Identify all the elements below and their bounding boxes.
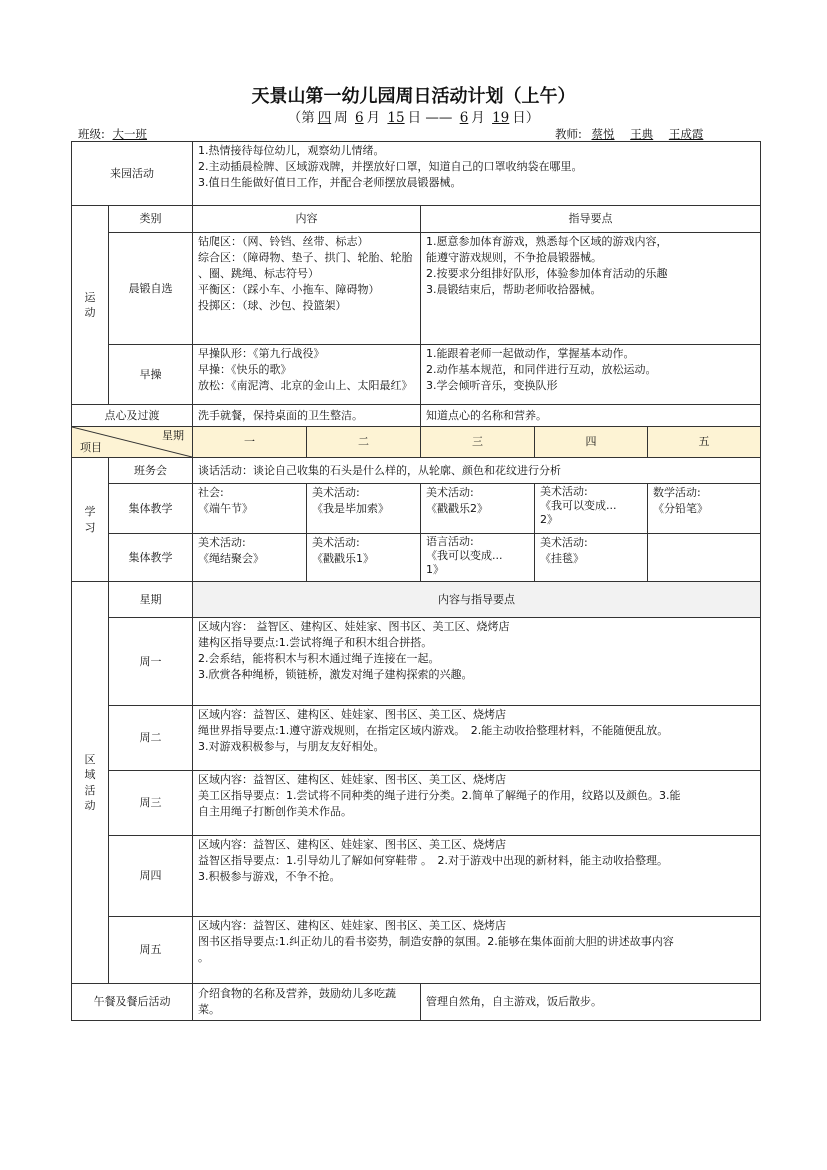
content-line: 平衡区：（踩小车、小拖车、障碍物） xyxy=(198,282,380,296)
guide-line: 1.愿意参加体育游戏，熟悉每个区域的游戏内容， xyxy=(426,235,668,248)
area-label-char: 活 xyxy=(84,783,96,797)
activity-title: 《我可以变成... xyxy=(540,498,617,512)
area-line: 区域内容：益智区、建构区、娃娃家、图书区、美工区、烧烤店 xyxy=(198,708,506,721)
teacher-name: 王成霞 xyxy=(668,127,704,141)
sport-label xyxy=(72,206,109,405)
morning-drill-label: 早操 xyxy=(109,345,193,405)
morning-drill-guide xyxy=(421,345,761,405)
sport-col-guide: 指导要点 xyxy=(421,206,761,233)
teaching-cell xyxy=(648,484,761,534)
area-line: 。 xyxy=(198,950,209,964)
content-line: 投掷区：（球、沙包、投篮架） xyxy=(198,298,347,312)
area-line: 图书区指导要点:1.纠正幼儿的看书姿势，制造安静的氛围。2.能够在集体面前大胆的讲述故事内容 xyxy=(198,934,674,948)
area-col-day: 星期 xyxy=(109,582,193,618)
area-day-row xyxy=(72,917,761,984)
day-header: 四 xyxy=(535,427,648,458)
area-col-content: 内容与指导要点 xyxy=(193,582,761,618)
guide-line: 2.按要求分组排好队形，体验参加体育活动的乐趣 xyxy=(426,266,668,280)
week-header-row xyxy=(72,427,761,458)
guide-line: 3.学会倾听音乐，变换队形 xyxy=(426,378,558,392)
guide-line: 1.能跟着老师一起做动作，掌握基本动作。 xyxy=(426,347,635,360)
arrival-content xyxy=(193,142,761,206)
from-day: 15 xyxy=(387,110,405,126)
month-word-2: 月 xyxy=(471,110,485,126)
content-line: 综合区：（障碍物、垫子、拱门、轮胎、轮胎 xyxy=(198,250,413,264)
activity-type: 美术活动: xyxy=(198,536,246,549)
activity-title: 《端午节》 xyxy=(198,501,253,515)
area-line: 自主用绳子打断创作美术作品。 xyxy=(198,804,352,818)
activity-type: 社会: xyxy=(198,486,224,499)
activity-title-cont: 1》 xyxy=(426,562,444,576)
class-meeting-label: 班务会 xyxy=(109,458,193,484)
from-month: 6 xyxy=(355,110,364,126)
area-line: 3.欣赏各种绳桥，锁链桥，激发对绳子建构探索的兴趣。 xyxy=(198,667,473,681)
week-word: 周 xyxy=(334,110,348,126)
area-line: 区域内容： 益智区、建构区、娃娃家、图书区、美工区、烧烤店 xyxy=(198,620,510,633)
teacher-name: 王典 xyxy=(630,127,654,141)
teaching-label: 集体教学 xyxy=(109,534,193,582)
area-day-row xyxy=(72,771,761,836)
snack-guide: 知道点心的名称和营养。 xyxy=(421,405,761,427)
activity-type: 美术活动: xyxy=(540,485,588,498)
day-word-1: 日 —— xyxy=(407,110,453,126)
teaching-row xyxy=(72,484,761,534)
class-value: 大一班 xyxy=(112,127,148,141)
corner-bottom-label: 项目 xyxy=(80,441,102,455)
guide-line: 2.动作基本规范，和同伴进行互动，放松运动。 xyxy=(426,362,657,376)
teaching-cell xyxy=(535,534,648,582)
snack-content: 洗手就餐，保持桌面的卫生整洁。 xyxy=(193,405,421,427)
day-header: 五 xyxy=(648,427,761,458)
area-day-row xyxy=(72,836,761,917)
content-line: 、圈、跳绳、标志符号） xyxy=(198,266,319,280)
morning-exercise-content xyxy=(193,233,421,345)
teaching-cell xyxy=(421,534,535,582)
sport-col-type: 类别 xyxy=(109,206,193,233)
area-line: 3.对游戏积极参与，与朋友友好相处。 xyxy=(198,739,385,753)
area-day-label: 周二 xyxy=(109,706,193,771)
area-line: 建构区指导要点:1.尝试将绳子和积木组合拼搭。 xyxy=(198,635,433,649)
sport-header-row xyxy=(72,206,761,233)
study-label-char: 学 xyxy=(84,505,96,519)
day-header: 一 xyxy=(193,427,307,458)
activity-title: 《戳戳乐2》 xyxy=(426,501,488,515)
lunch-content: 介绍食物的名称及营养，鼓励幼儿多吃蔬菜。 xyxy=(193,984,421,1021)
activity-type: 美术活动: xyxy=(540,536,588,549)
class-label: 班级: xyxy=(78,127,105,141)
teaching-cell xyxy=(307,534,421,582)
activity-title: 《戳戳乐1》 xyxy=(312,551,374,565)
lunch-row xyxy=(72,984,761,1021)
guide-line: 3.晨锻结束后，帮助老师收拾器械。 xyxy=(426,282,602,296)
class-info xyxy=(78,126,167,142)
teaching-cell xyxy=(535,484,648,534)
area-line: 益智区指导要点：1.引导幼儿了解如何穿鞋带 。 2.对于游戏中出现的新材料，能主动收拾整理。 xyxy=(198,853,668,867)
content-line: 早操队形：《第九行战役》 xyxy=(198,347,325,360)
morning-exercise-row xyxy=(72,233,761,345)
snack-row xyxy=(72,405,761,427)
teaching-cell xyxy=(421,484,535,534)
day-header: 二 xyxy=(307,427,421,458)
week-range xyxy=(0,106,827,126)
area-line: 美工区指导要点：1.尝试将不同种类的绳子进行分类。2.简单了解绳子的作用，纹路以及颜色。3.能 xyxy=(198,788,681,802)
corner-top-label: 星期 xyxy=(162,429,184,442)
class-meeting-row xyxy=(72,458,761,484)
morning-drill-row xyxy=(72,345,761,405)
morning-exercise-guide xyxy=(421,233,761,345)
week-number: 四 xyxy=(317,110,332,126)
activity-title: 《绳结聚会》 xyxy=(198,551,264,565)
area-day-content xyxy=(193,771,761,836)
activity-type: 数学活动: xyxy=(653,486,701,499)
area-day-row xyxy=(72,706,761,771)
activity-title-cont: 2》 xyxy=(540,512,558,526)
activity-type: 美术活动: xyxy=(426,486,474,499)
teacher-info xyxy=(555,126,709,142)
area-line: 绳世界指导要点:1.遵守游戏规则，在指定区域内游戏。 2.能主动收拾整理材料，不能随便乱放。 xyxy=(198,723,669,737)
subtitle-open: （第 xyxy=(287,110,315,126)
page-title: 天景山第一幼儿园周日活动计划（上午） xyxy=(251,86,576,107)
content-line: 钻爬区：（网、铃铛、丝带、标志） xyxy=(198,235,369,248)
teaching-cell-empty xyxy=(648,534,761,582)
study-label-char: 习 xyxy=(84,520,96,534)
area-label-char: 动 xyxy=(84,798,96,812)
area-header-row xyxy=(72,582,761,618)
sport-label-char: 运 xyxy=(84,290,96,304)
morning-drill-content xyxy=(193,345,421,405)
area-day-content xyxy=(193,618,761,706)
teaching-label: 集体教学 xyxy=(109,484,193,534)
area-day-label: 周一 xyxy=(109,618,193,706)
activity-title: 《我是毕加索》 xyxy=(312,501,389,515)
content-line: 早操：《快乐的歌》 xyxy=(198,362,292,376)
lunch-label: 午餐及餐后活动 xyxy=(72,984,193,1021)
activity-title: 《分铅笔》 xyxy=(653,501,708,515)
area-day-row xyxy=(72,618,761,706)
teaching-cell xyxy=(193,534,307,582)
area-line: 2.会系结，能将积木与积木通过绳子连接在一起。 xyxy=(198,651,440,665)
arrival-label: 来园活动 xyxy=(72,142,193,206)
area-line: 区域内容：益智区、建构区、娃娃家、图书区、美工区、烧烤店 xyxy=(198,838,506,851)
teaching-cell xyxy=(307,484,421,534)
teacher-label: 教师: xyxy=(555,127,582,141)
area-label-char: 域 xyxy=(84,768,96,782)
area-line: 区域内容：益智区、建构区、娃娃家、图书区、美工区、烧烤店 xyxy=(198,773,506,786)
area-label-char: 区 xyxy=(84,752,96,766)
morning-exercise-label: 晨锻自选 xyxy=(109,233,193,345)
teaching-row xyxy=(72,534,761,582)
area-day-content xyxy=(193,706,761,771)
sport-label-char: 动 xyxy=(84,306,96,319)
area-day-content xyxy=(193,917,761,984)
area-line: 3.积极参与游戏，不争不抢。 xyxy=(198,869,341,883)
area-day-label: 周五 xyxy=(109,917,193,984)
month-word-1: 月 xyxy=(366,110,381,126)
lunch-guide: 管理自然角，自主游戏，饭后散步。 xyxy=(421,984,761,1021)
teaching-cell xyxy=(193,484,307,534)
activity-title: 《我可以变成... xyxy=(426,548,503,562)
to-day: 19 xyxy=(492,110,510,126)
class-meeting-content: 谈话活动：谈论自己收集的石头是什么样的，从轮廓、颜色和花纹进行分析 xyxy=(193,458,761,484)
snack-label: 点心及过渡 xyxy=(72,405,193,427)
week-header-corner xyxy=(72,427,193,458)
study-label xyxy=(72,458,109,582)
content-line: 放松：《南泥湾、北京的金山上、太阳最红》 xyxy=(198,378,413,392)
area-day-label: 周三 xyxy=(109,771,193,836)
arrival-item: 2.主动插晨检牌、区域游戏牌，并摆放好口罩，知道自己的口罩收纳袋在哪里。 xyxy=(198,159,583,173)
area-label xyxy=(72,582,109,984)
to-month: 6 xyxy=(459,110,469,126)
sport-col-content: 内容 xyxy=(193,206,421,233)
activity-type: 语言活动: xyxy=(426,535,474,548)
plan-table xyxy=(71,141,760,1021)
teacher-name: 蔡悦 xyxy=(591,127,615,141)
arrival-item: 3.值日生能做好值日工作，并配合老师摆放晨锻器械。 xyxy=(198,175,462,189)
area-day-content xyxy=(193,836,761,917)
day-header: 三 xyxy=(421,427,535,458)
guide-line: 能遵守游戏规则，不争抢晨锻器械。 xyxy=(426,250,602,264)
area-day-label: 周四 xyxy=(109,836,193,917)
day-word-2: 日） xyxy=(512,110,540,126)
area-line: 区域内容：益智区、建构区、娃娃家、图书区、美工区、烧烤店 xyxy=(198,919,506,932)
activity-type: 美术活动: xyxy=(312,486,360,499)
arrival-row xyxy=(72,142,761,206)
arrival-item: 1.热情接待每位幼儿，观察幼儿情绪。 xyxy=(198,144,385,157)
activity-type: 美术活动: xyxy=(312,536,360,549)
activity-title: 《挂毯》 xyxy=(540,551,584,565)
